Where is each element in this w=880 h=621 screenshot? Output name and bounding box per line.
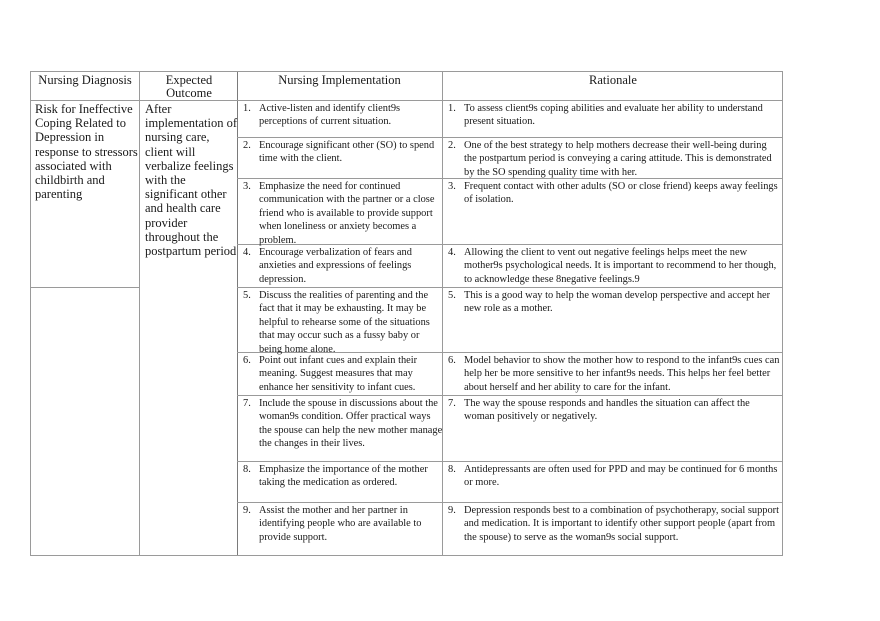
rationale-item: [444, 180, 780, 207]
column-divider: [237, 72, 238, 555]
implementation-item: [239, 139, 443, 166]
row-divider: [237, 137, 782, 138]
header-nursing-diagnosis: Nursing Diagnosis: [38, 73, 132, 87]
item-number: 3.: [448, 181, 456, 192]
rationale-text: This is a good way to help the woman develop perspective and accept her new role as a mother.: [464, 290, 771, 315]
row-divider: [237, 287, 782, 288]
implementation-item: [239, 397, 443, 451]
header-nursing-implementation: Nursing Implementation: [278, 73, 401, 87]
column-divider: [139, 72, 140, 555]
row-divider: [237, 461, 782, 462]
item-number: 1.: [448, 103, 456, 114]
rationale-item: [444, 246, 780, 286]
rationale-item: [444, 139, 780, 179]
rationale-item: [444, 397, 780, 424]
implementation-text: Emphasize the need for continued communication with the partner or a close friend who is available to provide support when loneliness or anxiety becomes a problem.: [259, 181, 435, 246]
rationale-item: [444, 354, 780, 394]
row-divider: [31, 287, 139, 288]
implementation-text: Point out infant cues and explain their meaning. Suggest measures that may enhance her sensitivity to infant cues.: [259, 355, 418, 393]
implementation-text: Discuss the realities of parenting and the fact that it may be exhausting. It may be helpful to rehearse some of the situations that may occur such as a fussy baby or being home alone.: [259, 290, 430, 355]
implementation-text: Include the spouse in discussions about the woman9s condition. Offer practical ways the spouse can help the new mother manage the changes in their lives.: [259, 398, 443, 450]
rationale-text: Frequent contact with other adults (SO or close friend) keeps away feelings of isolation.: [464, 181, 778, 206]
implementation-text: Active-listen and identify client9s perceptions of current situation.: [259, 103, 401, 128]
rationale-item: [444, 504, 780, 544]
rationale-item: [444, 289, 780, 316]
implementation-item: [239, 354, 443, 394]
implementation-item: [239, 463, 443, 490]
header-rationale: Rationale: [589, 73, 637, 87]
implementation-item: [239, 289, 443, 356]
item-number: 7.: [243, 398, 251, 409]
implementation-item: [239, 180, 443, 247]
row-divider: [237, 502, 782, 503]
rationale-text: Antidepressants are often used for PPD and may be continued for 6 months or more.: [464, 464, 778, 489]
item-number: 4.: [243, 247, 251, 258]
item-number: 3.: [243, 181, 251, 192]
item-number: 8.: [448, 464, 456, 475]
item-number: 9.: [243, 505, 251, 516]
implementation-item: [239, 504, 443, 544]
rationale-item: [444, 463, 780, 490]
rationale-text: To assess client9s coping abilities and evaluate her ability to understand present situation.: [464, 103, 763, 128]
implementation-text: Encourage verbalization of fears and anxieties and expressions of feelings depression.: [259, 247, 412, 285]
expected-outcome-text: After implementation of nursing care, client will verbalize feelings with the significant other and health care provider throughout the postpartum period: [145, 102, 237, 259]
rationale-text: Allowing the client to vent out negative feelings helps meet the new mother9s psychological needs. It is important to recommend to her though, to acknowledge these 8negative feelings.9: [464, 247, 777, 285]
item-number: 9.: [448, 505, 456, 516]
implementation-item: [239, 246, 443, 286]
rationale-text: The way the spouse responds and handles the situation can affect the woman positively or negatively.: [464, 398, 750, 423]
rationale-text: Model behavior to show the mother how to respond to the infant9s cues can help her be more sensitive to her infant9s needs. This helps her feel better about herself and her ability to care for the infant.: [464, 355, 780, 393]
header-divider: [31, 100, 782, 101]
item-number: 2.: [448, 140, 456, 151]
care-plan-table: [30, 71, 783, 556]
header-expected-outcome: Expected Outcome: [165, 73, 213, 100]
rationale-item: [444, 102, 780, 129]
item-number: 5.: [448, 290, 456, 301]
item-number: 5.: [243, 290, 251, 301]
implementation-item: [239, 102, 443, 129]
nursing-diagnosis-text: Risk for Ineffective Coping Related to Depression in response to stressors associated with childbirth and parenting: [35, 102, 138, 202]
implementation-text: Assist the mother and her partner in identifying people who are available to provide support.: [259, 505, 422, 543]
item-number: 1.: [243, 103, 251, 114]
item-number: 8.: [243, 464, 251, 475]
row-divider: [237, 395, 782, 396]
item-number: 2.: [243, 140, 251, 151]
item-number: 7.: [448, 398, 456, 409]
rationale-text: Depression responds best to a combination of psychotherapy, social support and medication. It is important to identify other support people (apart from the spouse) to serve as the woman9s social support.: [464, 505, 780, 543]
item-number: 6.: [448, 355, 456, 366]
implementation-text: Emphasize the importance of the mother taking the medication as ordered.: [259, 464, 428, 489]
item-number: 4.: [448, 247, 456, 258]
item-number: 6.: [243, 355, 251, 366]
implementation-text: Encourage significant other (SO) to spend time with the client.: [259, 140, 435, 165]
rationale-text: One of the best strategy to help mothers decrease their well-being during the postpartum period is conveying a caring attitude. This is demonstrated by the SO spending quality time with her.: [464, 140, 772, 178]
